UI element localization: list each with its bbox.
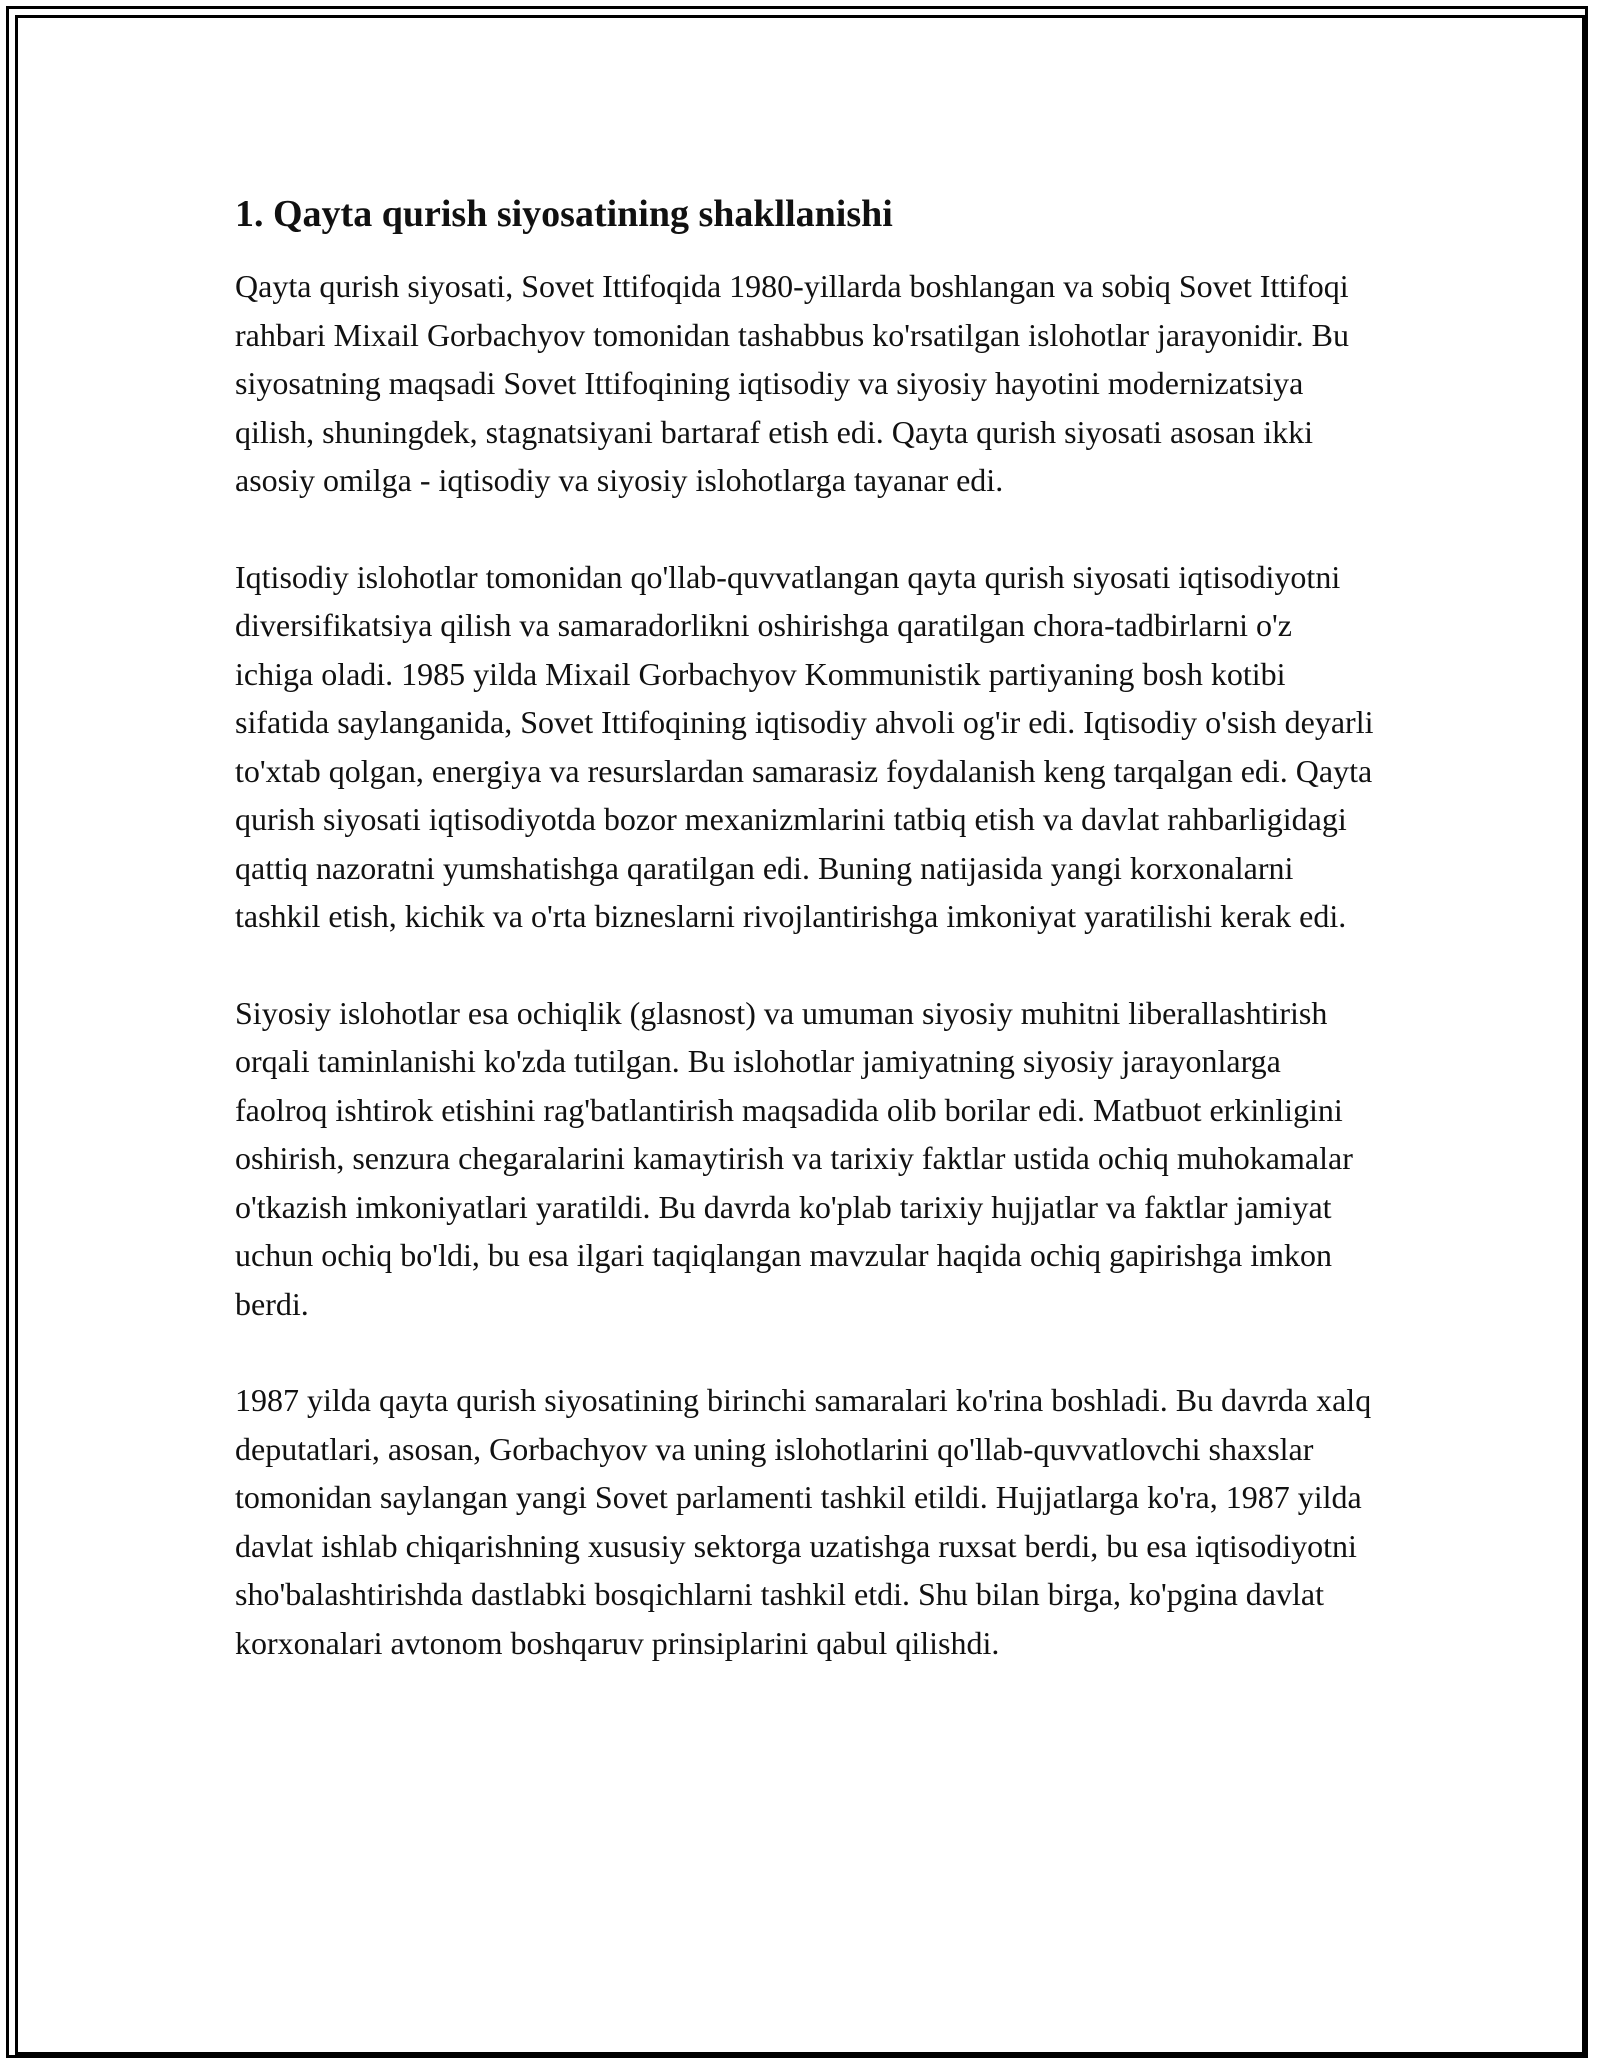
paragraph-2: Iqtisodiy islohotlar tomonidan qo'llab-quvvatlangan qayta qurish siyosati iqtisodiyotni diversifikatsiya qilish va samaradorlikni oshirishga qaratilgan chora-tadbirlarni o'z ichiga oladi. 1985 yilda Mixail Gorbachyov Kommunistik partiyaning bosh kotibi sifatida saylanganida, Sovet Ittifoqining iqtisodiy ahvoli og'ir edi. Iqtisodiy o'sish deyarli to'xtab qolgan, energiya va resurslardan samarasiz foydalanish keng tarqalgan edi. Qayta qurish siyosati iqtisodiyotda bozor mexanizmlarini tatbiq etish va davlat rahbarligidagi qattiq nazoratni yumshatishga qaratilgan edi. Buning natijasida yangi korxonalarni tashkil etish, kichik va o'rta bizneslarni rivojlantirishga imkoniyat yaratilishi kerak edi. — [235, 558, 1374, 934]
paragraph-4: 1987 yilda qayta qurish siyosatining birinchi samaralari ko'rina boshladi. Bu davrda xalq deputatlari, asosan, Gorbachyov va uning islohotlarini qo'llab-quvvatlovchi shaxslar tomonidan saylangan yangi Sovet parlamenti tashkil etildi. Hujjatlarga ko'ra, 1987 yilda davlat ishlab chiqarishning xususiy sektorga uzatishga ruxsat berdi, bu esa iqtisodiyotni sho'balashtirishda dastlabki bosqichlarni tashkil etdi. Shu bilan birga, ko'pgina davlat korxonalari avtonom boshqaruv prinsiplarini qabul qilishdi. — [235, 1382, 1372, 1661]
paragraph-1: Qayta qurish siyosati, Sovet Ittifoqida 1980-yillarda boshlangan va sobiq Sovet Ittifoqi rahbari Mixail Gorbachyov tomonidan tashabbus ko'rsatilgan islohotlar jarayonidir. Bu siyosatning maqsadi Sovet Ittifoqining iqtisodiy va siyosiy hayotini modernizatsiya qilish, shuningdek, stagnatsiyani bartaraf etish edi. Qayta qurish siyosati asosan ikki asosiy omilga - iqtisodiy va siyosiy islohotlarga tayanar edi. — [235, 268, 1349, 498]
section-heading: 1. Qayta qurish siyosatining shakllanishi — [235, 193, 893, 235]
document-body — [235, 186, 1375, 1715]
paragraph-3: Siyosiy islohotlar esa ochiqlik (glasnost) va umuman siyosiy muhitni liberallashtirish orqali taminlanishi ko'zda tutilgan. Bu islohotlar jamiyatning siyosiy jarayonlarga faolroq ishtirok etishini rag'batlantirish maqsadida olib borilar edi. Matbuot erkinligini oshirish, senzura chegaralarini kamaytirish va tarixiy faktlar ustida ochiq muhokamalar o'tkazish imkoniyatlari yaratildi. Bu davrda ko'plab tarixiy hujjatlar va faktlar jamiyat uchun ochiq bo'ldi, bu esa ilgari taqiqlangan mavzular haqida ochiq gapirishga imkon berdi. — [235, 994, 1353, 1322]
